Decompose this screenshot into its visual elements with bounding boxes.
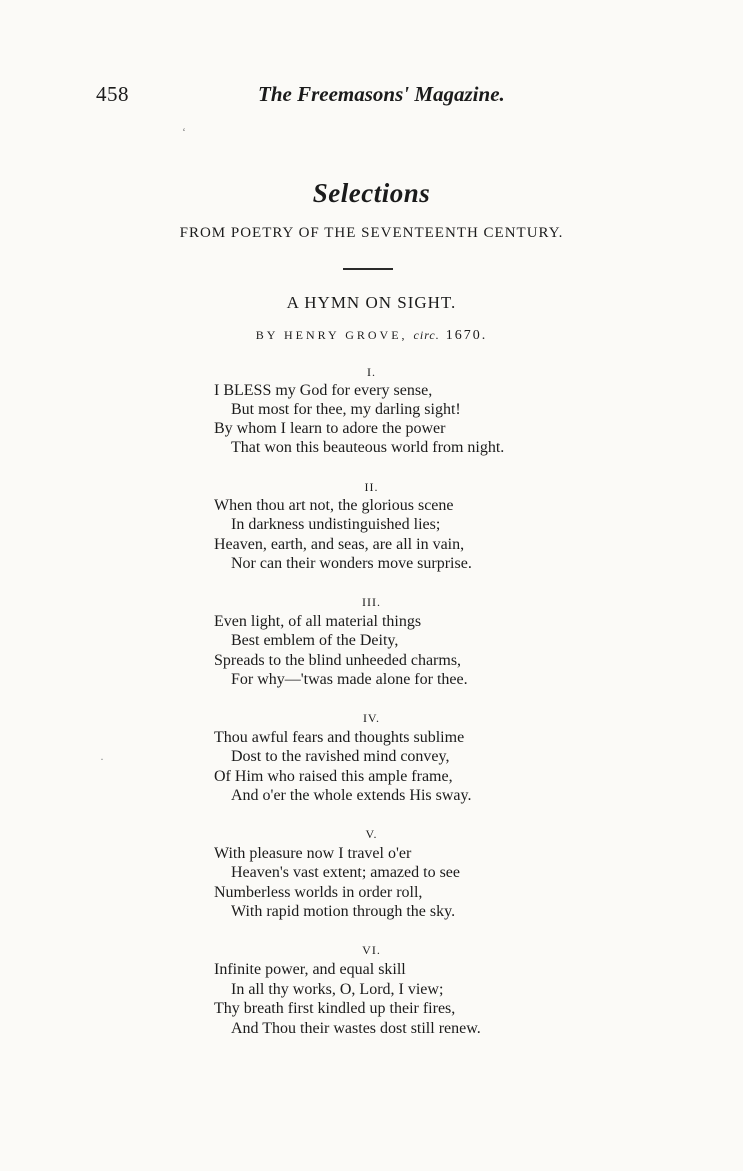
byline-author: BY HENRY GROVE,: [255, 328, 408, 342]
poem-line: Heaven, earth, and seas, are all in vain,: [214, 536, 465, 553]
poem-line: But most for thee, my darling sight!: [231, 401, 461, 418]
stanza-number: II.: [364, 480, 379, 494]
poem-line: In darkness undistinguished lies;: [231, 516, 441, 533]
poem-line: With rapid motion through the sky.: [231, 903, 456, 920]
print-speck: ·: [100, 752, 104, 766]
divider-rule: [343, 268, 393, 270]
poem-line: Spreads to the blind unheeded charms,: [214, 652, 462, 669]
stanza-number: VI.: [362, 943, 381, 957]
stanza-number: I.: [367, 365, 376, 379]
poem-line: That won this beauteous world from night.: [231, 439, 505, 456]
poem-title: A HYMN ON SIGHT.: [286, 293, 457, 312]
poem-byline: [0, 328, 743, 344]
stanza-number: V.: [365, 827, 378, 841]
page-number: 458: [96, 82, 129, 106]
section-title: Selections: [312, 178, 431, 208]
poem-line: Best emblem of the Deity,: [231, 632, 399, 649]
poem-line: With pleasure now I travel o'er: [214, 845, 412, 862]
poem-line: Of Him who raised this ample frame,: [214, 768, 453, 785]
byline-year: 1670.: [445, 328, 488, 343]
byline-circ: circ.: [413, 328, 440, 342]
poem-line: And o'er the whole extends His sway.: [231, 787, 472, 804]
running-title: The Freemasons' Magazine.: [258, 82, 505, 106]
poem-line: For why—'twas made alone for thee.: [231, 671, 468, 688]
stanza-number: III.: [362, 595, 381, 609]
poem-line: Numberless worlds in order roll,: [214, 884, 423, 901]
poem-line: Thy breath first kindled up their fires,: [214, 1000, 456, 1017]
section-subtitle: FROM POETRY OF THE SEVENTEENTH CENTURY.: [179, 225, 564, 241]
print-speck: ‘: [182, 125, 186, 139]
poem-line: Even light, of all material things: [214, 613, 422, 630]
poem-line: Dost to the ravished mind convey,: [231, 748, 450, 765]
poem-line: When thou art not, the glorious scene: [214, 497, 454, 514]
poem-line: Nor can their wonders move surprise.: [231, 555, 472, 572]
poem-line: Thou awful fears and thoughts sublime: [214, 729, 465, 746]
poem-line: Infinite power, and equal skill: [214, 961, 406, 978]
stanza-number: IV.: [362, 711, 381, 725]
poem-line: In all thy works, O, Lord, I view;: [231, 981, 444, 998]
poem-line: By whom I learn to adore the power: [214, 420, 446, 437]
poem-line: And Thou their wastes dost still renew.: [231, 1020, 481, 1037]
poem-line: I BLESS my God for every sense,: [214, 382, 433, 399]
poem-line: Heaven's vast extent; amazed to see: [231, 864, 461, 881]
